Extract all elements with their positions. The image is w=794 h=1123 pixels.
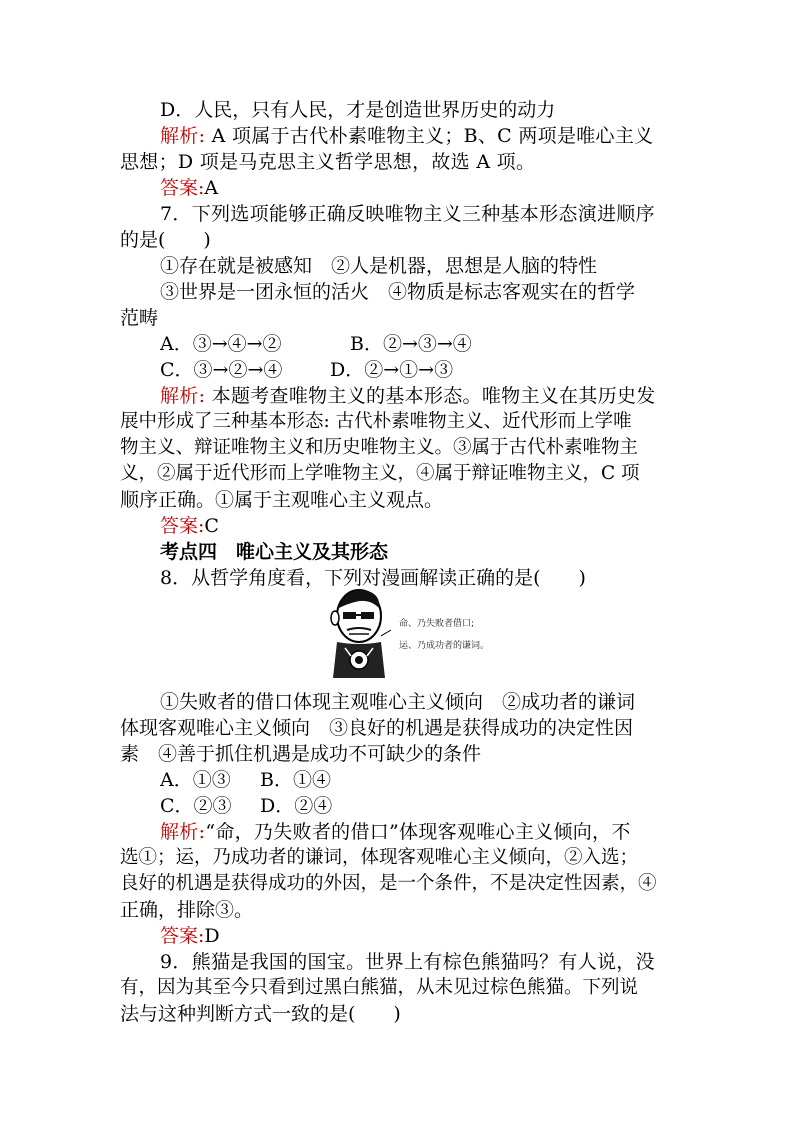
q7-analysis-line-3: 物主义、辩证唯物主义和历史唯物主义。③属于古代朴素唯物主 bbox=[120, 437, 639, 458]
cartoon-caption-1: 命、乃失败者借口; bbox=[399, 619, 475, 629]
q8-option-b: B．①④ bbox=[260, 769, 331, 791]
q6-analysis-line-1: 解析: A 项属于古代朴素唯物主义；B、C 两项是唯心主义 bbox=[160, 125, 654, 147]
q8-option-d: D．②④ bbox=[260, 795, 333, 817]
q7-option-b: B．②→③→④ bbox=[350, 333, 472, 355]
q7-analysis-line-1: 解析: 本题考查唯物主义的基本形态。唯物主义在其历史发 bbox=[160, 385, 656, 407]
q7-items-line-2: ③世界是一团永恒的活火 ④物质是标志客观实在的哲学 bbox=[160, 281, 636, 303]
q8-answer: 答案:D bbox=[160, 925, 220, 947]
q7-analysis-line-2: 展中形成了三种基本形态: 古代朴素唯物主义、近代形而上学唯 bbox=[120, 411, 632, 432]
q7-answer: 答案:C bbox=[160, 515, 219, 537]
q8-analysis-line-2: 选①；运，乃成功者的谦词，体现客观唯心主义倾向，②入选； bbox=[120, 847, 639, 868]
q8-items-line-2: 体现客观唯心主义倾向 ③良好的机遇是获得成功的决定性因 bbox=[120, 717, 634, 739]
q7-stem-line-1: 7．下列选项能够正确反映唯物主义三种基本形态演进顺序 bbox=[160, 203, 655, 225]
q8-cartoon bbox=[325, 586, 510, 680]
q7-options-ab bbox=[160, 331, 676, 357]
q9-stem-line-2: 有，因为其至今只看到过黑白熊猫，从未见过棕色熊猫。下列说 bbox=[120, 977, 639, 998]
q6-answer: 答案:A bbox=[160, 177, 219, 199]
q8-items-line-1: ①失败者的借口体现主观唯心主义倾向 ②成功者的谦词 bbox=[160, 691, 636, 713]
q7-option-d: D．②→①→③ bbox=[330, 359, 454, 381]
q8-options-ab bbox=[160, 767, 676, 793]
analysis-label: 解析: bbox=[160, 385, 206, 407]
cartoon-caption-2: 运、乃成功者的谦词。 bbox=[399, 641, 490, 651]
cartoon-figure-icon bbox=[325, 586, 395, 680]
q8-options-cd bbox=[160, 793, 676, 819]
q7-items-line-1: ①存在就是被感知 ②人是机器，思想是人脑的特性 bbox=[160, 255, 598, 277]
section-heading: 考点四 唯心主义及其形态 bbox=[160, 541, 389, 563]
answer-label: 答案: bbox=[160, 515, 205, 537]
q8-option-a: A．①③ bbox=[160, 769, 231, 791]
q8-analysis-line-3: 良好的机遇是获得成功的外因，是一个条件，不是决定性因素，④ bbox=[120, 873, 657, 894]
q9-stem-line-1: 9．熊猫是我国的国宝。世界上有棕色熊猫吗？有人说，没 bbox=[160, 951, 655, 973]
q7-analysis-line-4: 义，②属于近代形而上学唯物主义，④属于辩证唯物主义，C 项 bbox=[120, 463, 640, 484]
answer-label: 答案: bbox=[160, 925, 205, 947]
answer-label: 答案: bbox=[160, 177, 205, 199]
q8-analysis-line-4: 正确，排除③。 bbox=[120, 899, 254, 921]
q9-stem-line-3: 法与这种判断方式一致的是( ) bbox=[120, 1003, 401, 1025]
q7-analysis-line-5: 顺序正确。①属于主观唯心主义观点。 bbox=[120, 489, 444, 511]
q7-option-c: C．③→②→④ bbox=[160, 359, 283, 381]
q7-options-cd bbox=[160, 357, 676, 383]
q8-analysis-line-1: 解析:“命，乃失败者的借口”体现客观唯心主义倾向，不 bbox=[160, 821, 631, 843]
q8-items-line-3: 素 ④善于抓住机遇是成功不可缺少的条件 bbox=[120, 743, 482, 765]
q7-stem-line-2: 的是( ) bbox=[120, 229, 211, 251]
analysis-label: 解析: bbox=[160, 821, 206, 843]
q6-option-d: D．人民，只有人民，才是创造世界历史的动力 bbox=[160, 99, 556, 121]
q8-stem: 8．从哲学角度看，下列对漫画解读正确的是( ) bbox=[160, 567, 586, 589]
q6-analysis-line-2: 思想；D 项是马克思主义哲学思想，故选 A 项。 bbox=[120, 151, 536, 173]
q7-option-a: A．③→④→② bbox=[160, 333, 282, 355]
q8-option-c: C．②③ bbox=[160, 795, 232, 817]
q7-items-line-3: 范畴 bbox=[120, 307, 159, 329]
analysis-label: 解析: bbox=[160, 125, 206, 147]
